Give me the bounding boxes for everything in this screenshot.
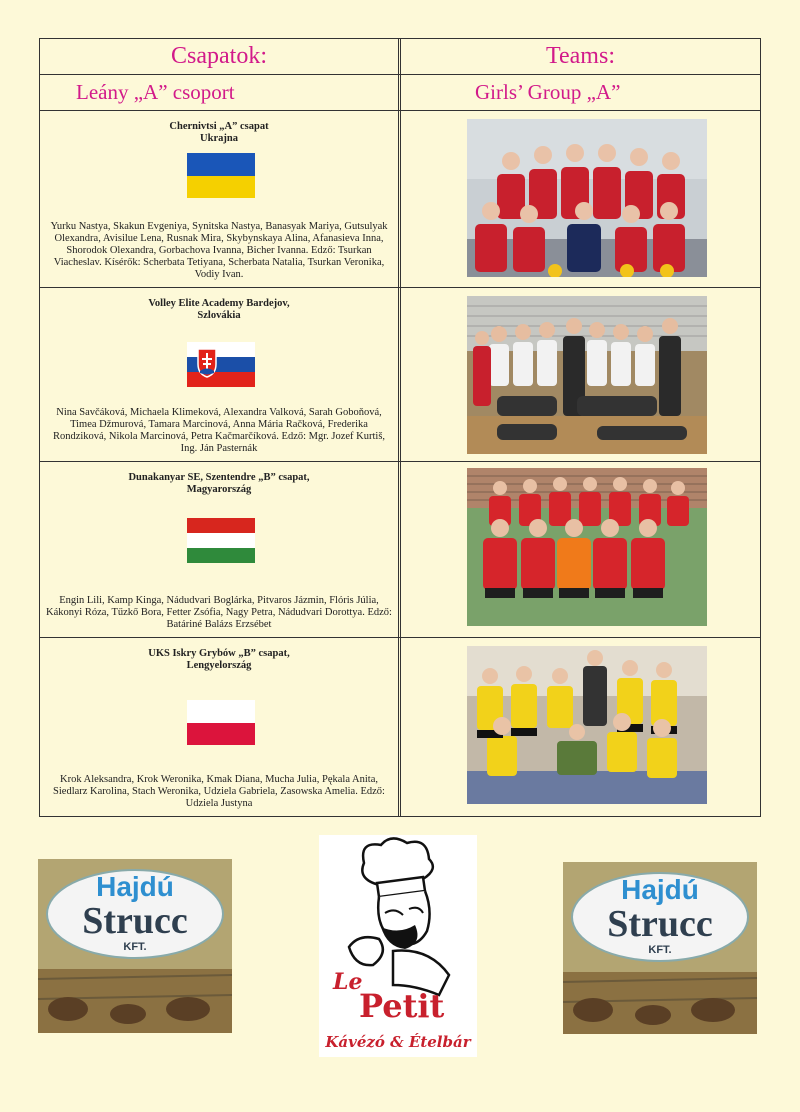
group-english: Girls’ Group „A”: [475, 80, 621, 104]
team-photo: [467, 468, 707, 626]
team-photo-cell: [401, 288, 760, 461]
hajdu-line2: Strucc: [607, 903, 713, 945]
group-hungarian: Leány „A” csoport: [40, 75, 401, 110]
team-row-hungary: [40, 462, 760, 638]
team-name: Chernivtsi „A” csapat: [169, 121, 269, 132]
le-petit-logo: [319, 835, 477, 1057]
slovakia-flag-icon: [187, 342, 255, 387]
hajdu-line2: Strucc: [82, 900, 188, 942]
team-info: [40, 111, 401, 287]
petit-line3: Kávézó & Ételbár: [325, 1033, 471, 1051]
poland-flag-icon: [187, 700, 255, 745]
team-roster: Krok Aleksandra, Krok Weronika, Kmak Diana, Mucha Julia, Pękala Anita, Siedlarz Karolina, Stach Weronika, Udziela Gabriela, Zasowska Amelia. Edző: Udziela Justyna: [53, 774, 385, 809]
team-info: [40, 288, 401, 461]
hajdu-strucc-logo-left: [38, 859, 232, 1033]
header-row: [40, 39, 760, 75]
petit-line2: Petit: [359, 987, 445, 1025]
hungary-flag-icon: [187, 518, 255, 563]
ukraine-flag-icon: [187, 153, 255, 198]
team-country: Szlovákia: [197, 310, 241, 321]
team-name: Volley Elite Academy Bardejov,: [148, 298, 290, 309]
team-roster: Yurku Nastya, Skakun Evgeniya, Synitska Nastya, Banasyak Mariya, Gutsulyak Olexandra, Avisilue Lena, Rusnak Mira, Skybynskaya Alina, Afanasieva Inna, Shorodok Olexandra, Gorbachova Ivanna, Bicher Ivanna. Edző: Tsurkan Viacheslav. Kísérők: Scherbata Tetiyana, Scherbata Natalia, Tsurkan Veronika, Vodiy Ivan.: [50, 221, 388, 280]
title-english: Teams:: [546, 43, 615, 69]
hajdu-strucc-logo-right: [563, 862, 757, 1034]
hajdu-line3: KFT.: [648, 944, 672, 956]
hajdu-line1: Hajdú: [621, 874, 699, 905]
team-photo: [467, 296, 707, 454]
team-roster: Engin Lili, Kamp Kinga, Nádudvari Boglárka, Pitvaros Jázmin, Flóris Júlia, Kákonyi Róza, Tűzkő Bora, Fetter Zsófia, Nagy Petra, Nádudvari Dorottya. Edző: Batáriné Balázs Erzsébet: [46, 595, 392, 630]
team-row-poland: [40, 638, 760, 816]
team-roster: Nina Savčáková, Michaela Klimeková, Alexandra Valková, Sarah Goboňová, Timea Džmurová, Tamara Marcinová, Anna Mária Račková, Frederika Rondziková, Nikola Marcinová, Petra Kačmarčíková. Edző: Mgr. Jozef Kurtiš, Ing. Ján Pasternák: [52, 407, 386, 454]
team-country: Lengyelország: [186, 660, 252, 671]
hajdu-line1: Hajdú: [96, 871, 174, 902]
team-photo-cell: [401, 111, 760, 287]
team-photo-cell: [401, 462, 760, 637]
team-info: [40, 638, 401, 816]
team-row-slovakia: [40, 288, 760, 462]
petit-line1: Le: [333, 969, 363, 995]
team-row-ukraine: [40, 111, 760, 288]
group-row: [40, 75, 760, 111]
team-photo-cell: [401, 638, 760, 816]
team-name: Dunakanyar SE, Szentendre „B” csapat,: [128, 472, 310, 483]
team-country: Ukrajna: [200, 133, 238, 144]
hajdu-line3: KFT.: [123, 941, 147, 953]
team-photo: [467, 119, 707, 277]
team-name: UKS Iskry Grybów „B” csapat,: [148, 648, 290, 659]
team-info: [40, 462, 401, 637]
team-country: Magyarország: [186, 484, 252, 495]
team-photo: [467, 646, 707, 804]
title-hungarian: Csapatok:: [40, 39, 401, 74]
teams-table: [39, 38, 761, 817]
